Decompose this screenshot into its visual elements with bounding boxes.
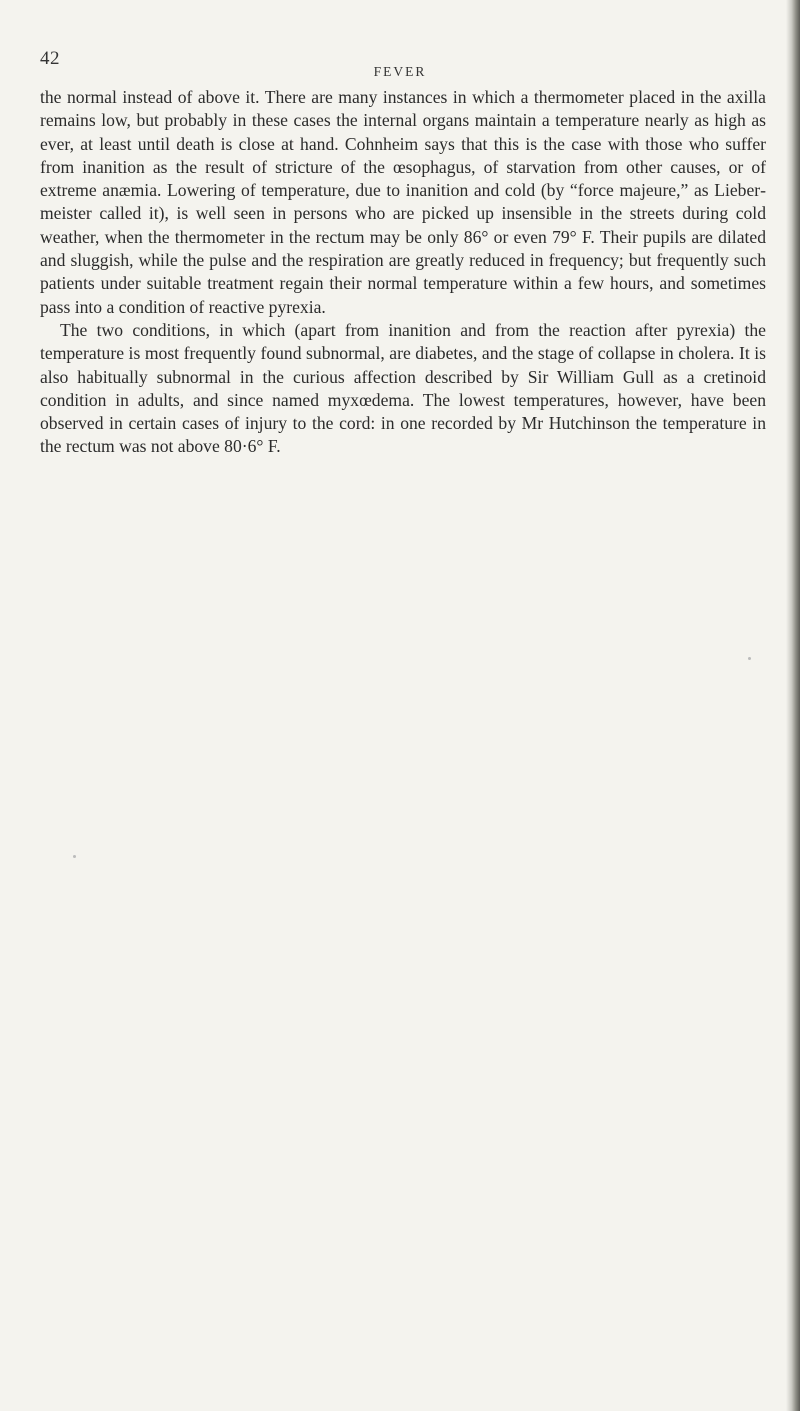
paragraph-subnormal-conditions: The two conditions, in which (apart from inanition and from the reaction after pyrexia) the temperature is most frequently found subnormal, are diabetes, and the stage of collapse in cholera. It is also habitually subnormal in the curious affection described by Sir William Gull as a cretinoid condition in adults, and since named myxœdema. The lowest temperatures, however, have been observed in certain cases of injury to the cord: in one recorded by Mr Hutchinson the temperature in the rectum was not above 80·6° F. xyxy=(40,319,766,457)
body-text xyxy=(40,86,766,459)
paper-speck xyxy=(73,855,76,858)
running-head: FEVER xyxy=(373,64,427,79)
paragraph-continuation: the normal instead of above it. There are many instances in which a thermometer placed in the axilla remains low, but probably in these cases the internal organs maintain a temperature nearly as high as ever, at least until death is close at hand. Cohnheim says that this is the case with those who suffer from inanition as the result of stricture of the œsophagus, of starvation from other causes, or of extreme anæmia. Lowering of temperature, due to inanition and cold (by “force majeure,” as Liebermeister called it), is well seen in persons who are picked up insensible in the streets during cold weather, when the thermometer in the rectum may be only 86° or even 79° F. Their pupils are dilated and sluggish, while the pulse and the respiration are greatly reduced in frequency; but frequently such patients under suitable treatment regain their normal temperature within a few hours, and sometimes pass into a condition of reactive pyrexia. xyxy=(40,87,766,317)
paper-speck xyxy=(748,657,751,660)
page-edge-shadow xyxy=(786,0,800,1411)
page-number: 42 xyxy=(40,48,60,69)
